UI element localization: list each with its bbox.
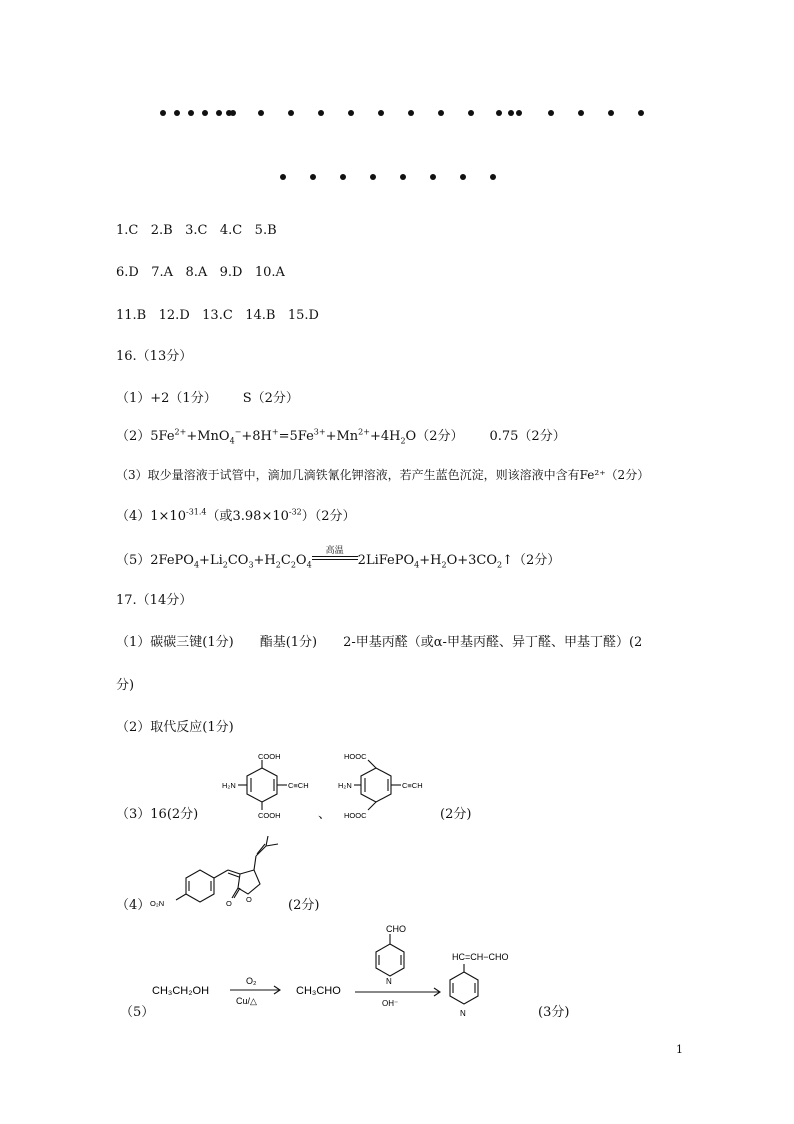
mcq-answer: 10.A	[254, 265, 285, 280]
label-cooh-bottom: COOH	[258, 811, 281, 820]
mcq-answer: 2.B	[150, 223, 173, 238]
q16-part2-ratio: 0.75（2分）	[489, 429, 566, 444]
text: （5）2FePO	[116, 553, 194, 568]
q17-part1-b: 酯基(1分)	[259, 635, 318, 650]
q17-part3-separator: 、	[318, 807, 332, 822]
reactant-ethanol: CH₃CH₂OH	[152, 985, 210, 997]
sup: +	[271, 427, 279, 437]
text: +H	[419, 553, 442, 568]
label-cooh-top: COOH	[258, 754, 281, 761]
mcq-row-1	[116, 222, 277, 240]
text: +H	[253, 553, 276, 568]
q16-part1	[116, 390, 299, 408]
q16-part2	[116, 428, 566, 446]
mcq-answer: 6.D	[116, 265, 139, 280]
mcq-answer: 12.D	[158, 308, 190, 323]
sub: 2	[222, 560, 228, 570]
q16-part1-answer-a: （1）+2（1分）	[116, 391, 217, 406]
sub: 2	[275, 560, 281, 570]
sub: 2	[400, 436, 406, 446]
q16-part4	[116, 508, 356, 526]
sup: -32	[288, 507, 302, 517]
sub: 2	[290, 560, 296, 570]
mcq-answer: 13.C	[202, 308, 233, 323]
label-ring-o: O	[246, 895, 252, 904]
mcq-answer: 11.B	[116, 308, 147, 323]
condition-cu-heat: Cu/△	[236, 996, 257, 1006]
reagent-o2: O₂	[246, 976, 257, 986]
sub: 2	[497, 560, 503, 570]
q17-part5-label: （5）	[120, 1005, 155, 1020]
sub: 4	[306, 560, 312, 570]
q17-part3-label: （3）16(2分)	[116, 807, 199, 822]
label-o2n: O₂N	[150, 899, 165, 908]
sup: −	[234, 427, 242, 437]
structure-3b	[338, 754, 448, 824]
mcq-answer: 7.A	[151, 265, 174, 280]
label-carbonyl-o: O	[226, 899, 232, 908]
sub: 2	[441, 560, 447, 570]
structure-3a	[214, 754, 324, 824]
q17-part1-a: （1）碳碳三键(1分)	[116, 635, 234, 650]
label-product-n: N	[460, 1009, 466, 1018]
q17-part4-label: （4）	[116, 898, 151, 913]
sup: 3+	[313, 427, 326, 437]
q16-part5	[116, 546, 561, 570]
text: （2）5Fe	[116, 429, 175, 444]
mcq-answer: 14.B	[245, 308, 276, 323]
mcq-answer: 1.C	[116, 223, 139, 238]
label-alkyne: C≡CH	[288, 781, 309, 790]
label-alkyne: C≡CH	[402, 781, 423, 790]
label-cho: CHO	[386, 924, 406, 934]
text: +Li	[199, 553, 223, 568]
text: +8H	[241, 429, 272, 444]
mcq-answer: 8.A	[185, 265, 208, 280]
reaction-condition	[312, 546, 358, 564]
product-label: HC=CH−CHO	[452, 952, 509, 962]
sup: 2+	[358, 427, 370, 437]
text: O（2分）	[405, 429, 464, 444]
synthesis-route	[150, 920, 600, 1020]
sup: -31.4	[185, 507, 207, 517]
sub: 3	[248, 560, 254, 570]
q16-part3: （3）取少量溶液于试管中，滴加几滴铁氰化钾溶液，若产生蓝色沉淀，则该溶液中含有Fe²⁺（2分）	[116, 468, 650, 482]
structure-4	[148, 834, 288, 920]
mcq-row-3	[116, 307, 319, 325]
q17-part5-score: (3分)	[538, 1005, 570, 1020]
page-number: 1	[676, 1043, 683, 1056]
label-pyridine-n: N	[386, 977, 392, 986]
text: ↑（2分）	[502, 553, 561, 568]
text: 2LiFePO	[357, 553, 415, 568]
sup: 2+	[174, 427, 187, 437]
q17-part1-cont: 分)	[116, 678, 135, 693]
mcq-answer: 9.D	[219, 265, 243, 280]
mcq-answer: 5.B	[254, 223, 277, 238]
text: O	[295, 553, 307, 568]
text: （或3.98×10	[206, 509, 289, 524]
text: CO	[227, 553, 249, 568]
q17-part1	[116, 634, 642, 652]
sub: 4	[414, 560, 420, 570]
mcq-answer: 4.C	[219, 223, 243, 238]
q17-part4-score: (2分)	[288, 898, 320, 913]
q16-part1-answer-b: S（2分）	[242, 391, 299, 406]
text: （4）1×10	[116, 509, 186, 524]
q16-header: 16.（13分）	[116, 349, 193, 364]
q17-header: 17.（14分）	[116, 593, 193, 608]
text: =5Fe	[278, 429, 314, 444]
text: +Mn	[325, 429, 359, 444]
mcq-answer: 3.C	[185, 223, 208, 238]
label-hooc-top: HOOC	[344, 754, 367, 761]
mcq-answer: 15.D	[287, 308, 319, 323]
text: O+3CO	[446, 553, 497, 568]
label-h2n: H₂N	[222, 781, 236, 790]
intermediate-acetaldehyde: CH₃CHO	[296, 985, 341, 997]
q17-part2: （2）取代反应(1分)	[116, 720, 234, 735]
sub: 4	[229, 436, 235, 446]
text: +4H	[369, 429, 401, 444]
text: +MnO	[186, 429, 230, 444]
mcq-row-2	[116, 264, 285, 282]
condition-high-temp: 高温	[325, 546, 344, 556]
q17-part1-c: 2-甲基丙醛（或α-甲基丙醛、异丁醛、甲基丁醛）(2	[343, 635, 643, 650]
label-h2n: H₂N	[338, 781, 352, 790]
label-hooc-bottom: HOOC	[344, 811, 367, 820]
condition-base: OH⁻	[382, 999, 399, 1008]
text: ）（2分）	[301, 509, 356, 524]
sub: 4	[193, 560, 200, 570]
q17-part3-score: (2分)	[440, 807, 472, 822]
text: C	[280, 553, 291, 568]
